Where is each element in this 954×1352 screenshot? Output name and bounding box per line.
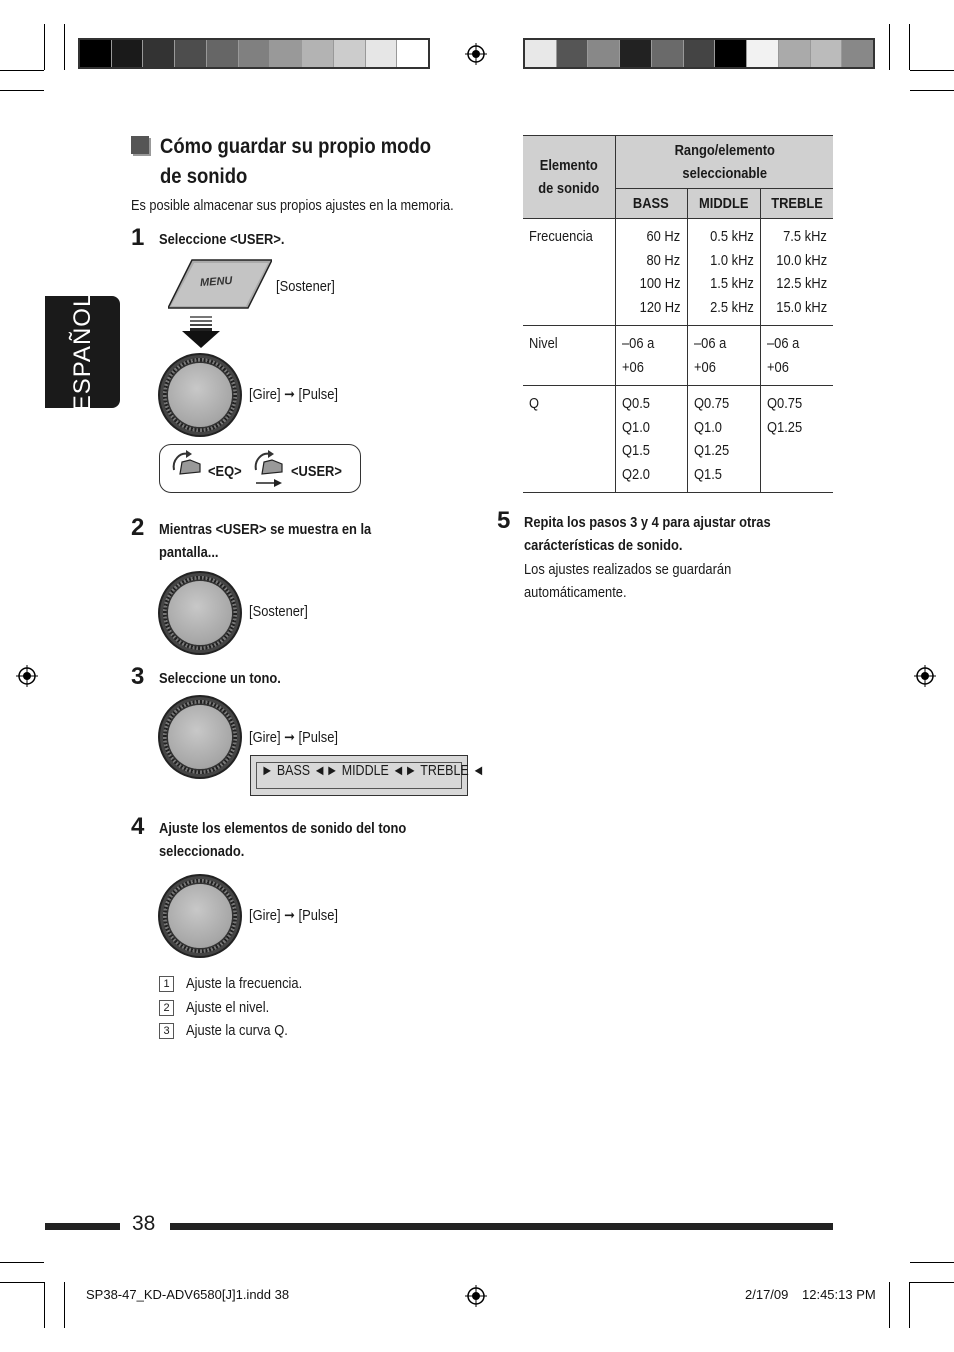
adjustment-list	[159, 972, 321, 1043]
table-column-header: MIDDLE	[687, 189, 760, 219]
user-label: <USER>	[291, 463, 342, 480]
cycle-arrow-icon: ◄	[472, 763, 485, 779]
sound-element-table	[523, 135, 833, 493]
grayscale-calibration-strip	[78, 38, 430, 69]
turn-label: [Gire]	[249, 386, 281, 403]
tone-cycle-box	[250, 755, 485, 796]
control-dial-icon	[160, 355, 240, 435]
turn-press-instruction	[249, 728, 338, 746]
table-header: Rango/elemento seleccionable	[615, 136, 833, 189]
cycle-arrow-icon: ◄►	[392, 763, 417, 779]
arrow-down-icon	[182, 316, 220, 348]
list-item: 2 Ajuste el nivel.	[159, 996, 321, 1020]
step-note: Los ajustes realizados se guardarán automáticamente.	[524, 561, 732, 601]
control-dial-icon	[160, 876, 240, 956]
step-text: Seleccione un tono.	[159, 670, 281, 687]
turn-label: [Gire]	[249, 907, 281, 924]
page-bar-right	[170, 1223, 833, 1230]
step-text: Seleccione <USER>.	[159, 231, 285, 248]
table-row: Frecuencia 60 Hz 80 Hz 100 Hz 120 Hz 0.5 kHz 1.0 kHz 1.5 kHz 2.5 kHz 7.5 kHz 10.0 kHz 12.5 kHz 15.0 kHz	[523, 219, 833, 326]
hold-label: [Sostener]	[276, 278, 335, 295]
registration-mark-icon	[465, 43, 487, 65]
arrow-right-icon: ➞	[284, 386, 295, 403]
table-header: Elemento de sonido	[523, 136, 615, 219]
footer-time: 12:45:13 PM	[802, 1287, 876, 1302]
registration-mark-icon	[16, 665, 38, 687]
section-title: Cómo guardar su propio modo de sonido	[160, 135, 432, 188]
section-marker-icon	[131, 136, 149, 154]
turn-press-instruction	[249, 906, 338, 924]
treble-option: TREBLE	[420, 763, 469, 779]
language-side-tab	[45, 292, 120, 412]
footer-filename: SP38-47_KD-ADV6580[J]1.indd 38	[86, 1287, 290, 1302]
step-text: Ajuste los elementos de sonido del tono seleccionado.	[159, 820, 407, 860]
press-label: [Pulse]	[298, 729, 338, 746]
color-calibration-strip	[523, 38, 875, 69]
arrow-right-icon: ➞	[284, 907, 295, 924]
middle-option: MIDDLE	[341, 763, 389, 779]
step-number: 3	[131, 663, 145, 690]
footer-date: 2/17/09	[745, 1287, 789, 1302]
turn-hand-icon	[252, 450, 288, 488]
step-number: 5	[497, 507, 511, 534]
step-number: 1	[131, 224, 145, 251]
page-bar-left	[45, 1223, 120, 1230]
tone-cycle-sequence	[261, 763, 485, 779]
table-row: Nivel –06 a +06 –06 a +06 –06 a +06	[523, 326, 833, 386]
turn-hand-icon	[170, 450, 206, 476]
list-item: 1 Ajuste la frecuencia.	[159, 972, 321, 996]
step-number: 4	[131, 813, 145, 840]
press-label: [Pulse]	[298, 386, 338, 403]
table-column-header: TREBLE	[760, 189, 833, 219]
page-number: 38	[132, 1212, 156, 1235]
eq-label: <EQ>	[208, 463, 242, 480]
menu-button-label: MENU	[199, 274, 233, 290]
list-item: 3 Ajuste la curva Q.	[159, 1019, 321, 1043]
registration-mark-icon	[914, 665, 936, 687]
turn-label: [Gire]	[249, 729, 281, 746]
table-column-header: BASS	[615, 189, 687, 219]
step-text: Mientras <USER> se muestra en la pantalla...	[159, 521, 372, 561]
press-label: [Pulse]	[298, 907, 338, 924]
registration-mark-icon	[465, 1285, 487, 1307]
control-dial-icon	[160, 697, 240, 777]
control-dial-icon	[160, 573, 240, 653]
cycle-arrow-icon: ◄►	[313, 763, 339, 779]
turn-press-instruction	[249, 385, 338, 403]
hold-label: [Sostener]	[249, 603, 308, 620]
step-text: Repita los pasos 3 y 4 para ajustar otras carácterísticas de sonido.	[524, 514, 771, 554]
arrow-right-icon: ➞	[284, 729, 295, 746]
section-intro: Es posible almacenar sus propios ajustes en la memoria.	[131, 198, 454, 214]
bass-option: BASS	[276, 763, 311, 779]
language-label: ESPAÑOL	[68, 292, 96, 412]
step-number: 2	[131, 514, 145, 541]
table-row: Q Q0.5 Q1.0 Q1.5 Q2.0 Q0.75 Q1.0 Q1.25 Q1.5 Q0.75 Q1.25	[523, 386, 833, 493]
cycle-arrow-icon: ►	[261, 763, 274, 779]
